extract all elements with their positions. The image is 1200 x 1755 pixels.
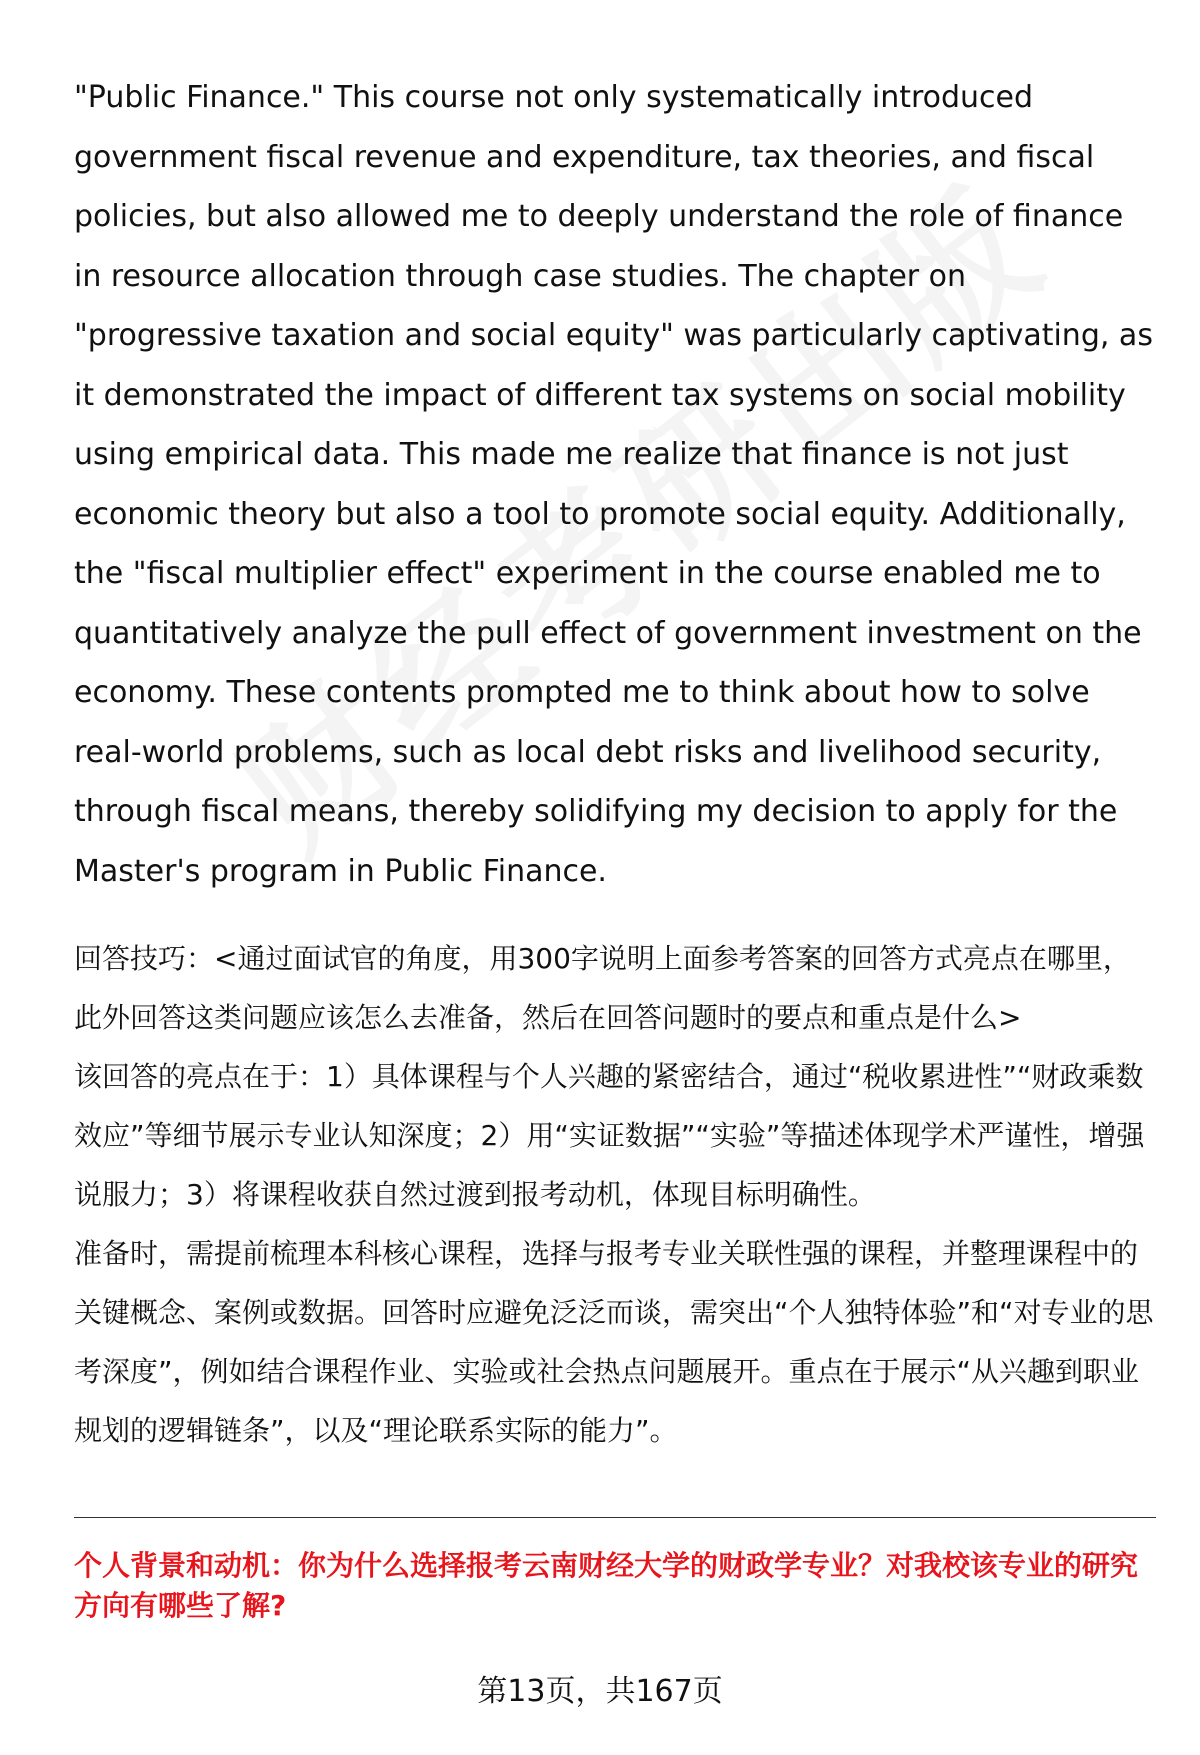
tips-prompt: 回答技巧：<通过面试官的角度，用300字说明上面参考答案的回答方式亮点在哪里，此外回答这类问题应该怎么去准备，然后在回答问题时的要点和重点是什么> bbox=[74, 942, 1131, 1034]
tips-preparation: 准备时，需提前梳理本科核心课程，选择与报考专业关联性强的课程，并整理课程中的关键概念、案例或数据。回答时应避免泛泛而谈，需突出“个人独特体验”和“对专业的思考深度”，例如结合课程作业、实验或社会热点问题展开。重点在于展示“从兴趣到职业规划的逻辑链条”，以及“理论联系实际的能力”。 bbox=[74, 1237, 1154, 1447]
page-content bbox=[74, 68, 1156, 1460]
section-divider bbox=[74, 1517, 1156, 1518]
english-answer-paragraph: "Public Finance." This course not only systematically introduced government fiscal revenue and expenditure, tax theories, and fiscal policies, but also allowed me to deeply understand the role of finance in resource allocation through case studies. The chapter on "progressive taxation and social equity" was particularly captivating, as it demonstrated the impact of different tax systems on social mobility using empirical data. This made me realize that finance is not just economic theory but also a tool to promote social equity. Additionally, the "fiscal multiplier effect" experiment in the course enabled me to quantitatively analyze the pull effect of government investment on the economy. These contents prompted me to think about how to solve real-world problems, such as local debt risks and livelihood security, through fiscal means, thereby solidifying my decision to apply for the Master's program in Public Finance. bbox=[74, 80, 1153, 889]
next-question-heading: 个人背景和动机：你为什么选择报考云南财经大学的财政学专业？对我校该专业的研究方向有哪些了解? bbox=[74, 1549, 1139, 1622]
tips-highlights: 该回答的亮点在于：1）具体课程与个人兴趣的紧密结合，通过“税收累进性”“财政乘数效应”等细节展示专业认知深度；2）用“实证数据”“实验”等描述体现学术严谨性，增强说服力；3）将课程收获自然过渡到报考动机，体现目标明确性。 bbox=[74, 1060, 1145, 1211]
answer-tips-section bbox=[74, 929, 1156, 1460]
page-number-footer: 第13页，共167页 bbox=[477, 1674, 723, 1709]
